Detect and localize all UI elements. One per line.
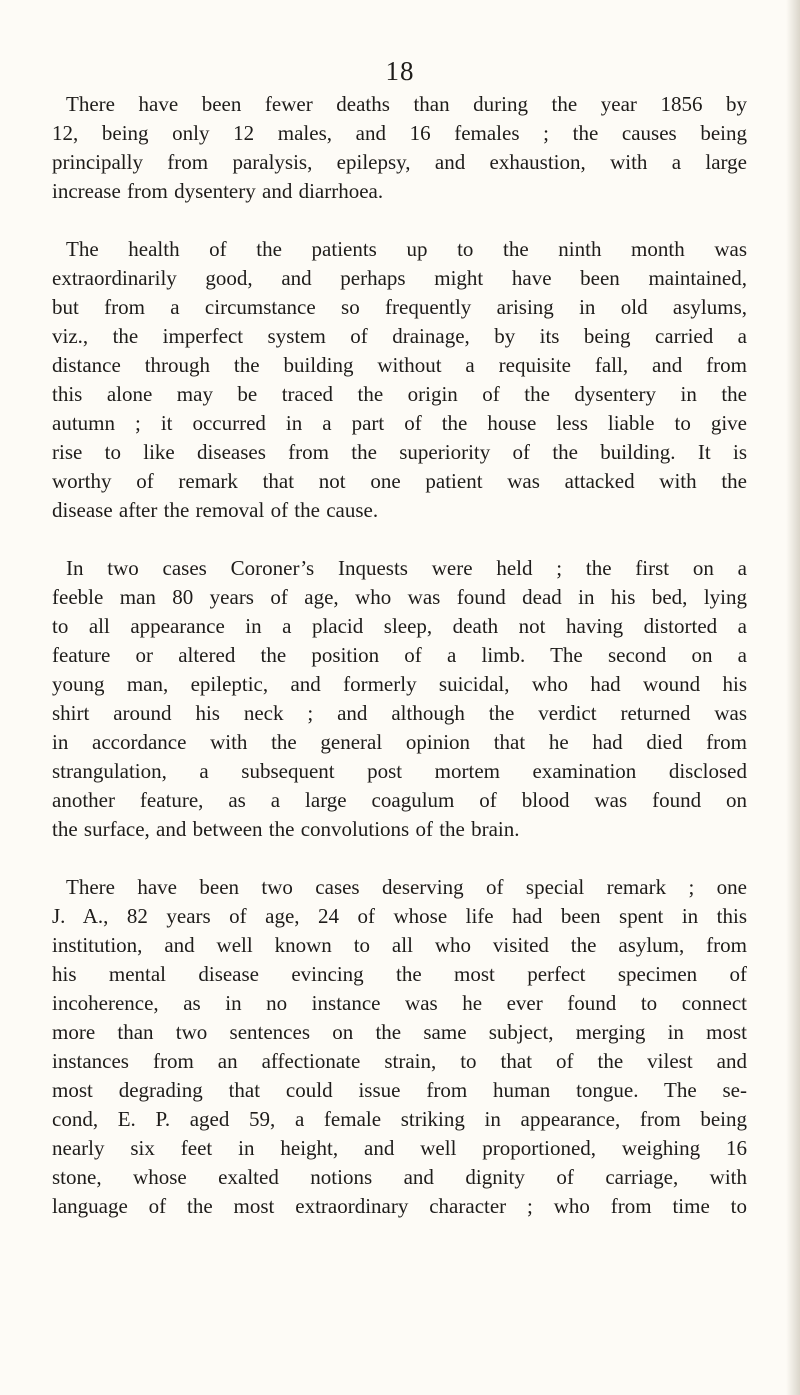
text-line: feeble man 80 years of age, who was found dead in his bed, lying	[52, 585, 747, 609]
text-line: his mental disease evincing the most perfect specimen of	[52, 962, 747, 986]
text-line: young man, epileptic, and formerly suicidal, who had wound his	[52, 672, 747, 696]
text-line: the surface, and between the convolutions of the brain.	[52, 817, 520, 841]
page-edge-shadow	[786, 0, 800, 1395]
text-line: in accordance with the general opinion that he had died from	[52, 730, 747, 754]
text-line: instances from an affectionate strain, to that of the vilest and	[52, 1049, 747, 1073]
text-line: extraordinarily good, and perhaps might have been maintained,	[52, 266, 747, 290]
paragraph-inquests	[52, 554, 747, 844]
text-line: The health of the patients up to the ninth month was	[66, 237, 747, 261]
text-line: nearly six feet in height, and well proportioned, weighing 16	[52, 1136, 747, 1160]
text-line: incoherence, as in no instance was he ever found to connect	[52, 991, 747, 1015]
text-line: 12, being only 12 males, and 16 females ; the causes being	[52, 121, 747, 145]
text-line: another feature, as a large coagulum of blood was found on	[52, 788, 747, 812]
text-line: principally from paralysis, epilepsy, and exhaustion, with a large	[52, 150, 747, 174]
text-line: worthy of remark that not one patient was attacked with the	[52, 469, 747, 493]
text-line: distance through the building without a requisite fall, and from	[52, 353, 747, 377]
paragraph-special-cases	[52, 873, 747, 1221]
text-line: stone, whose exalted notions and dignity of carriage, with	[52, 1165, 747, 1189]
text-line: autumn ; it occurred in a part of the house less liable to give	[52, 411, 747, 435]
text-line: There have been fewer deaths than during the year 1856 by	[66, 92, 747, 116]
text-line: more than two sentences on the same subject, merging in most	[52, 1020, 747, 1044]
text-line: most degrading that could issue from human tongue. The se-	[52, 1078, 747, 1102]
text-line: disease after the removal of the cause.	[52, 498, 379, 522]
text-line: institution, and well known to all who visited the asylum, from	[52, 933, 747, 957]
text-line: shirt around his neck ; and although the verdict returned was	[52, 701, 747, 725]
text-line: strangulation, a subsequent post mortem examination disclosed	[52, 759, 747, 783]
text-line: language of the most extraordinary character ; who from time to	[52, 1194, 747, 1218]
text-line: In two cases Coroner’s Inquests were held ; the first on a	[66, 556, 747, 580]
text-line: rise to like diseases from the superiority of the building. It is	[52, 440, 747, 464]
text-line: but from a circumstance so frequently arising in old asylums,	[52, 295, 747, 319]
paragraph-health	[52, 235, 747, 525]
text-line: this alone may be traced the origin of the dysentery in the	[52, 382, 747, 406]
text-line: to all appearance in a placid sleep, death not having distorted a	[52, 614, 747, 638]
text-line: increase from dysentery and diarrhoea.	[52, 179, 384, 203]
text-line: J. A., 82 years of age, 24 of whose life had been spent in this	[52, 904, 747, 928]
text-line: viz., the imperfect system of drainage, by its being carried a	[52, 324, 747, 348]
page-number: 18	[385, 56, 415, 86]
text-line: There have been two cases deserving of special remark ; one	[66, 875, 747, 899]
page-body-text	[52, 90, 747, 1250]
paragraph-deaths	[52, 90, 747, 206]
text-line: feature or altered the position of a limb. The second on a	[52, 643, 747, 667]
text-line: cond, E. P. aged 59, a female striking in appearance, from being	[52, 1107, 747, 1131]
